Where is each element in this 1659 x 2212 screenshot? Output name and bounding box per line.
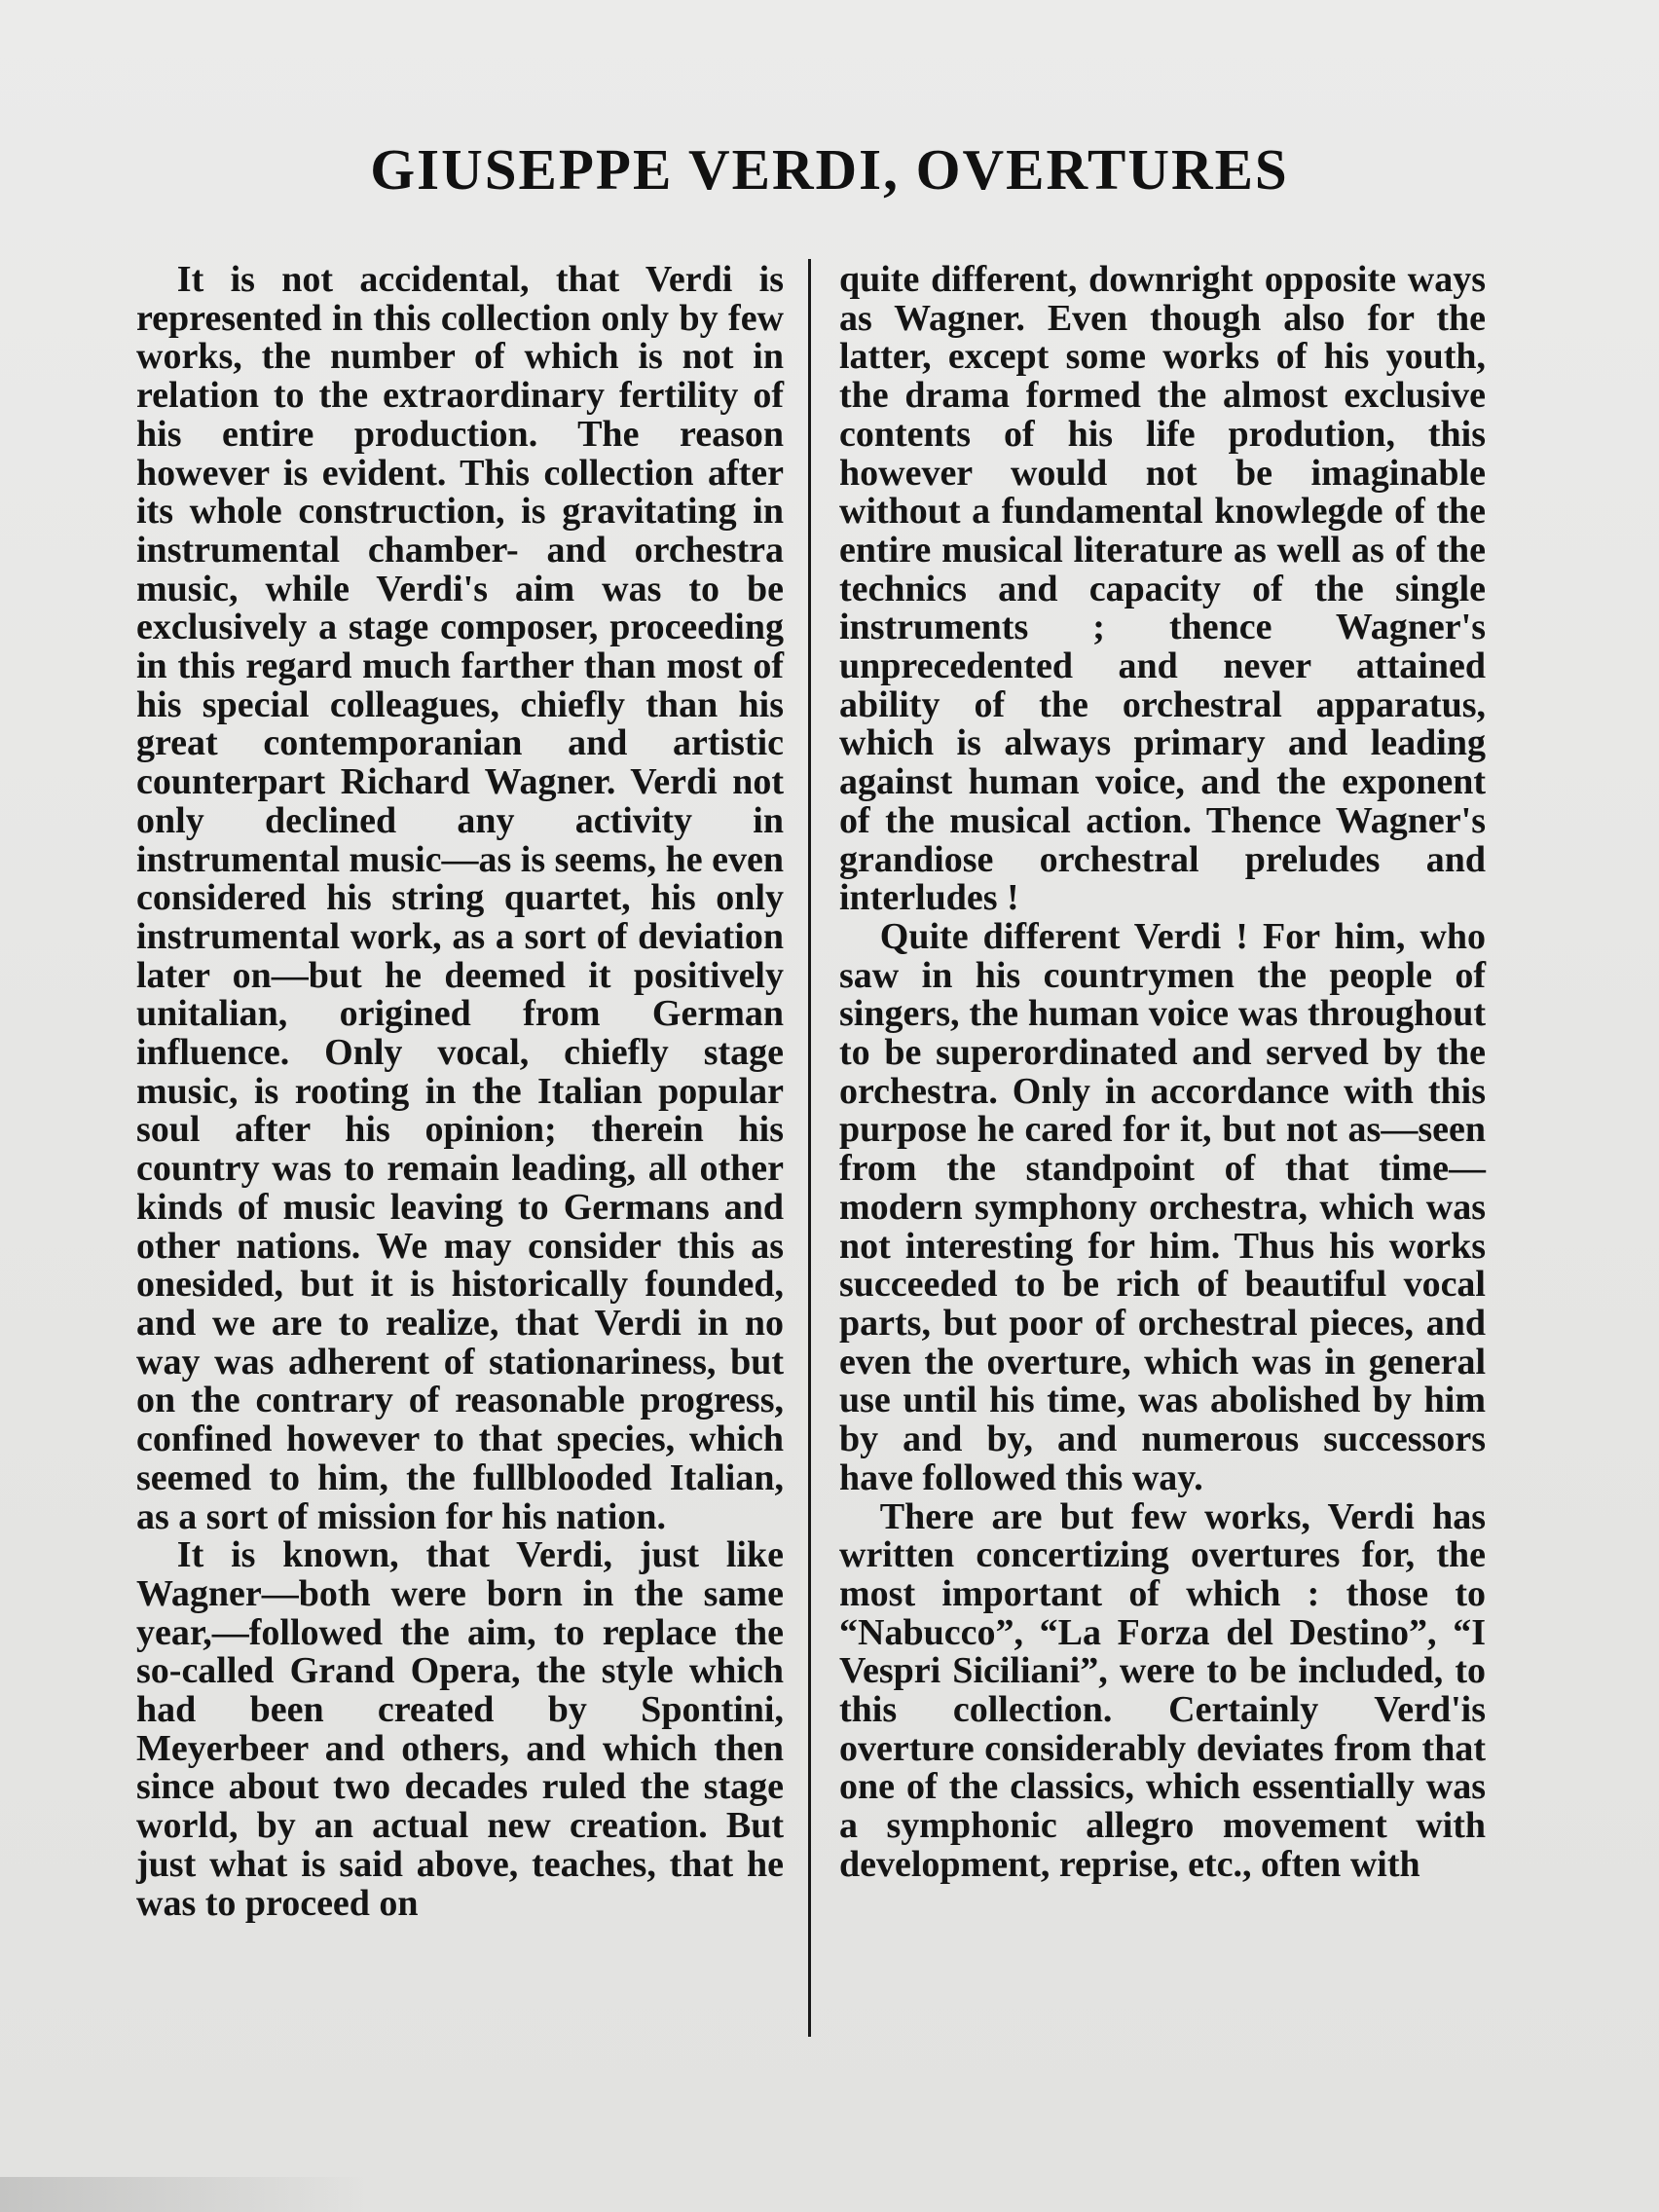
right-text-column [839, 261, 1486, 1885]
paragraph: It is not accidental, that Verdi is represented in this collection only by few works, the number of which is not in relation to the extraordinary fertility of his entire production. The reason however is evident. This collection after its whole construction, is gravitating in instrumental chamber- and orchestra music, while Verdi's aim was to be exclusively a stage composer, proceeding in this regard much farther than most of his special colleagues, chiefly than his great contemporanian and artistic counterpart Richard Wagner. Verdi not only declined any activity in instrumental music—as is seems, he even considered his string quartet, his only instrumental work, as a sort of deviation later on—but he deemed it positively unitalian, origined from German influence. Only vocal, chiefly stage music, is rooting in the Italian popular soul after his opinion; therein his country was to remain leading, all other kinds of music leaving to Germans and other nations. We may consider this as onesided, but it is historically founded, and we are to realize, that Verdi in no way was adherent of stationariness, but on the contrary of reasonable progress, confined however to that species, which seemed to him, the fullblooded Italian, as a sort of mission for his nation. [136, 259, 784, 1537]
paragraph: It is known, that Verdi, just like Wagner—both were born in the same year,—followed the aim, to replace the so-called Grand Opera, the style which had been created by Spontini, Meyerbeer and others, and which then since about two decades ruled the stage world, by an actual new creation. But just what is said above, teaches, that he was to proceed on [136, 1534, 784, 1924]
edge-shadow [0, 2177, 370, 2212]
paragraph: quite different, downright opposite ways as Wagner. Even though also for the latter, except some works of his youth, the drama formed the almost exclusive contents of his life prodution, this however would not be imaginable without a fundamental knowlegde of the entire musical literature as well as of the technics and capacity of the single instruments ; thence Wagner's unprecedented and never attained ability of the orchestral apparatus, which is always primary and leading against human voice, and the exponent of the musical action. Thence Wagner's grandiose orchestral preludes and interludes ! [839, 259, 1486, 919]
paragraph: Quite different Verdi ! For him, who saw in his countrymen the people of singers, the human voice was throughout to be superordinated and served by the orchestra. Only in accordance with this purpose he cared for it, but not as—seen from the standpoint of that time—modern symphony orchestra, which was not interesting for him. Thus his works succeeded to be rich of beautiful vocal parts, but poor of orchestral pieces, and even the overture, which was in general use until his time, was abolished by him by and by, and numerous successors have followed this way. [839, 915, 1486, 1498]
page-title: GIUSEPPE VERDI, OVERTURES [370, 137, 1289, 202]
column-divider [808, 259, 811, 2037]
paragraph: There are but few works, Verdi has written concertizing overtures for, the most important of which : those to “Nabucco”, “La Forza del Destino”, “I Vespri Siciliani”, were to be included, to this collection. Certainly Verd'is overture considerably deviates from that one of the classics, which essentially was a symphonic allegro movement with development, reprise, etc., often with [839, 1495, 1486, 1885]
left-text-column [136, 261, 784, 1923]
